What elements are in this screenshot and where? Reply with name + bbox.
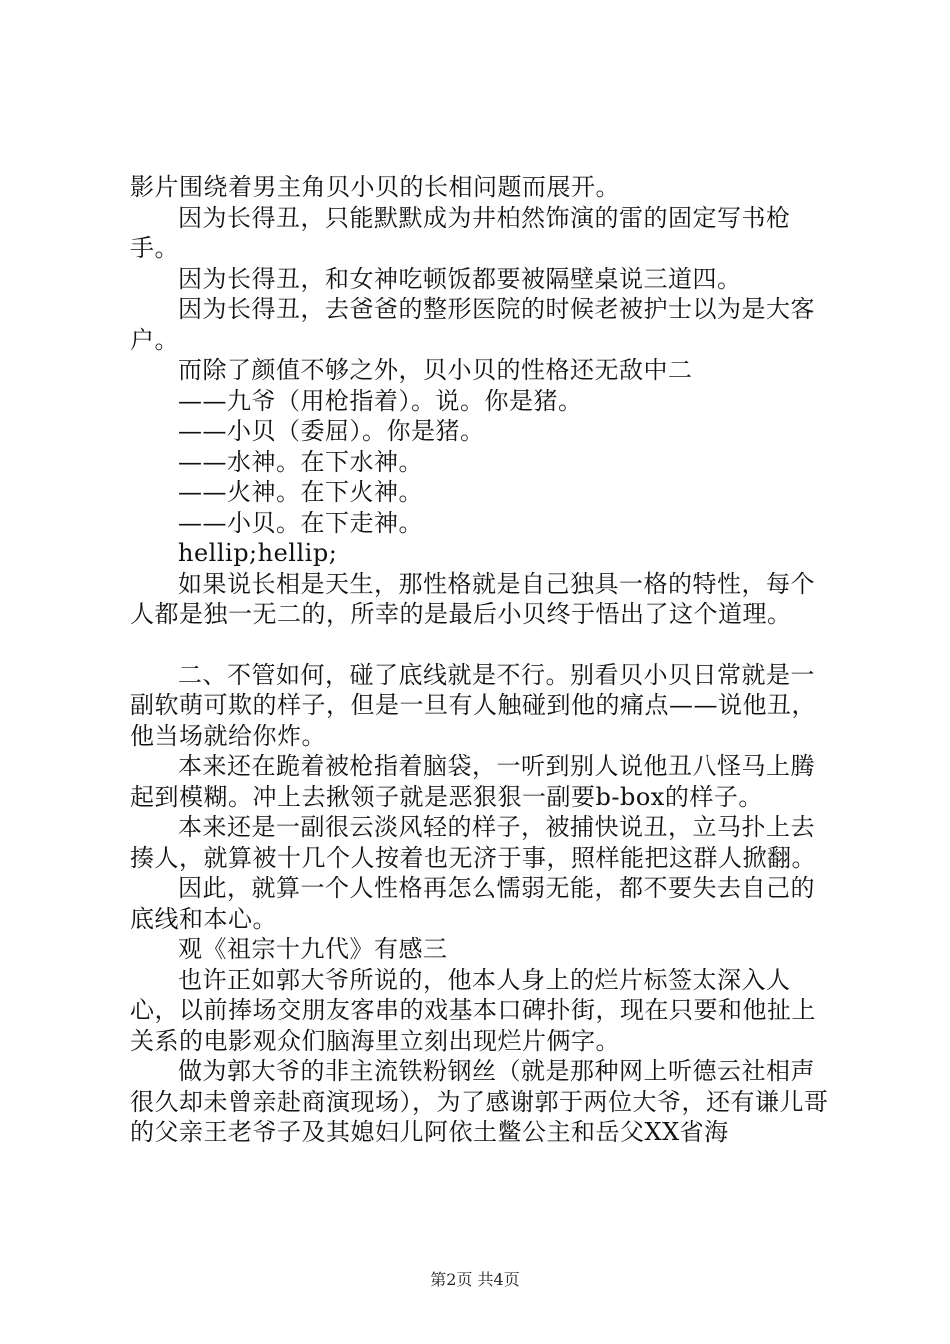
page-footer: 第2页 共4页 [430, 1270, 520, 1289]
body-paragraph: 也许正如郭大爷所说的，他本人身上的烂片标签太深入人心，以前捧场交朋友客串的戏基本口碑扑街，现在只要和他扯上关系的电影观众们脑海里立刻出现烂片俩字。 [130, 965, 816, 1055]
body-paragraph: 本来还是一副很云淡风轻的样子，被捕快说丑，立马扑上去揍人，就算被十几个人按着也无济于事，照样能把这群人掀翻。 [130, 813, 816, 872]
body-paragraph: ——火神。在下火神。 [178, 478, 423, 506]
body-paragraph: 本来还在跪着被枪指着脑袋，一听到别人说他丑八怪马上腾起到模糊。冲上去揪领子就是恶狠狠一副要b-box的样子。 [130, 752, 815, 811]
body-paragraph: hellip;hellip; [178, 539, 338, 567]
body-paragraph: 因为长得丑，去爸爸的整形医院的时候老被护士以为是大客户。 [130, 295, 815, 354]
body-paragraph: 做为郭大爷的非主流铁粉钢丝（就是那种网上听德云社相声很久却未曾亲赴商演现场），为了感谢郭于两位大爷，还有谦儿哥的父亲王老爷子及其媳妇儿阿依土鳖公主和岳父XX省海 [130, 1057, 829, 1146]
body-paragraph: 如果说长相是天生，那性格就是自己独具一格的特性，每个人都是独一无二的，所幸的是最后小贝终于悟出了这个道理。 [130, 569, 815, 628]
body-paragraph: ——水神。在下水神。 [178, 447, 423, 476]
body-paragraph: 影片围绕着男主角贝小贝的长相问题而展开。 [130, 173, 620, 201]
body-paragraph: 因此，就算一个人性格再怎么懦弱无能，都不要失去自己的底线和本心。 [130, 874, 815, 933]
paragraph-gap [130, 630, 830, 660]
body-paragraph: 而除了颜值不够之外，贝小贝的性格还无敌中二 [178, 356, 693, 384]
body-paragraph: 因为长得丑，只能默默成为井柏然饰演的雷的固定写书枪手。 [130, 203, 791, 262]
body-paragraph: ——小贝。在下走神。 [178, 508, 423, 537]
document-body [130, 172, 830, 1148]
body-paragraph: 二、不管如何，碰了底线就是不行。别看贝小贝日常就是一副软萌可欺的样子，但是一旦有人触碰到他的痛点——说他丑，他当场就给你炸。 [130, 660, 816, 750]
body-paragraph: ——九爷（用枪指着）。说。你是猪。 [178, 386, 583, 415]
body-paragraph: 观《祖宗十九代》有感三 [178, 935, 448, 963]
body-paragraph: ——小贝（委屈）。你是猪。 [178, 417, 485, 445]
body-paragraph: 因为长得丑，和女神吃顿饭都要被隔壁桌说三道四。 [178, 264, 742, 293]
